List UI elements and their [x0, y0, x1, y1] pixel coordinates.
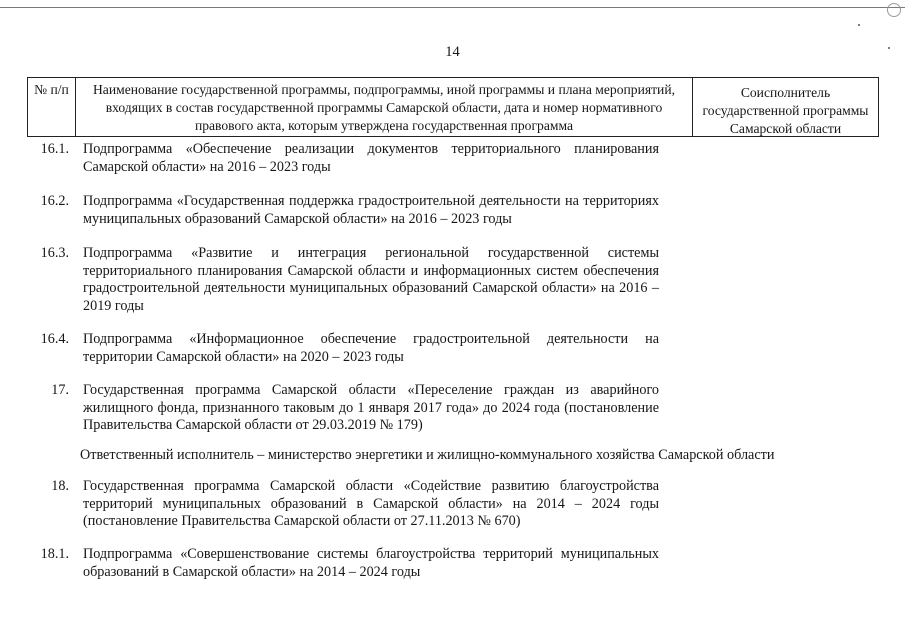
row-number: 16.3. — [40, 245, 69, 261]
row-text: Государственная программа Самарской области «Переселение граждан из аварийного жилищного фонда, признанного таковым до 1 января 2017 года» до 2024 года (постановление Правительства Самарской области от 29.03.2019 № 179) — [83, 382, 659, 433]
table-header — [27, 77, 879, 137]
row-text: Подпрограмма «Информационное обеспечение градостроительной деятельности на территории Самарской области» на 2020 – 2023 годы — [83, 331, 659, 365]
row-text: Государственная программа Самарской области «Содействие развитию благоустройства территорий муниципальных образований в Самарской области» на 2014 – 2024 годы (постановление Правительства Самарской области от 27.11.2013 № 670) — [83, 478, 659, 529]
scan-top-edge — [0, 7, 905, 8]
row-number: 18. — [51, 478, 69, 494]
responsible-executor-line: Ответственный исполнитель – министерство энергетики и жилищно-коммунального хозяйства Самарской области — [80, 447, 775, 463]
scan-speck — [888, 47, 890, 49]
row-number: 16.2. — [40, 193, 69, 209]
row-text: Подпрограмма «Обеспечение реализации документов территориального планирования Самарской области» на 2016 – 2023 годы — [83, 141, 659, 175]
page-number: 14 — [445, 44, 460, 60]
header-col-number: № п/п — [28, 78, 76, 136]
scan-corner-mark — [887, 3, 901, 17]
row-text: Подпрограмма «Совершенствование системы благоустройства территорий муниципальных образований в Самарской области» на 2014 – 2024 годы — [83, 546, 659, 580]
row-number: 16.1. — [40, 141, 69, 157]
row-number: 18.1. — [40, 546, 69, 562]
header-col-coexecutor: Соисполнитель государственной программы Самарской области — [702, 85, 869, 136]
row-text: Подпрограмма «Государственная поддержка градостроительной деятельности на территориях муниципальных образований Самарской области» на 2016 – 2023 годы — [83, 193, 659, 227]
scan-speck — [858, 24, 860, 26]
row-number: 17. — [51, 382, 69, 398]
header-col-name: Наименование государственной программы, подпрограммы, иной программы и плана мероприятий, входящих в состав государственной программы Самарской области, дата и номер нормативного правового акта, которым утверждена государственная программа — [76, 78, 693, 136]
row-text: Подпрограмма «Развитие и интеграция региональной государственной системы территориального планирования Самарской области и информационных систем обеспечения градостроительной деятельности муниципальных образований Самарской области» на 2016 – 2019 годы — [83, 245, 659, 314]
row-number: 16.4. — [40, 331, 69, 347]
